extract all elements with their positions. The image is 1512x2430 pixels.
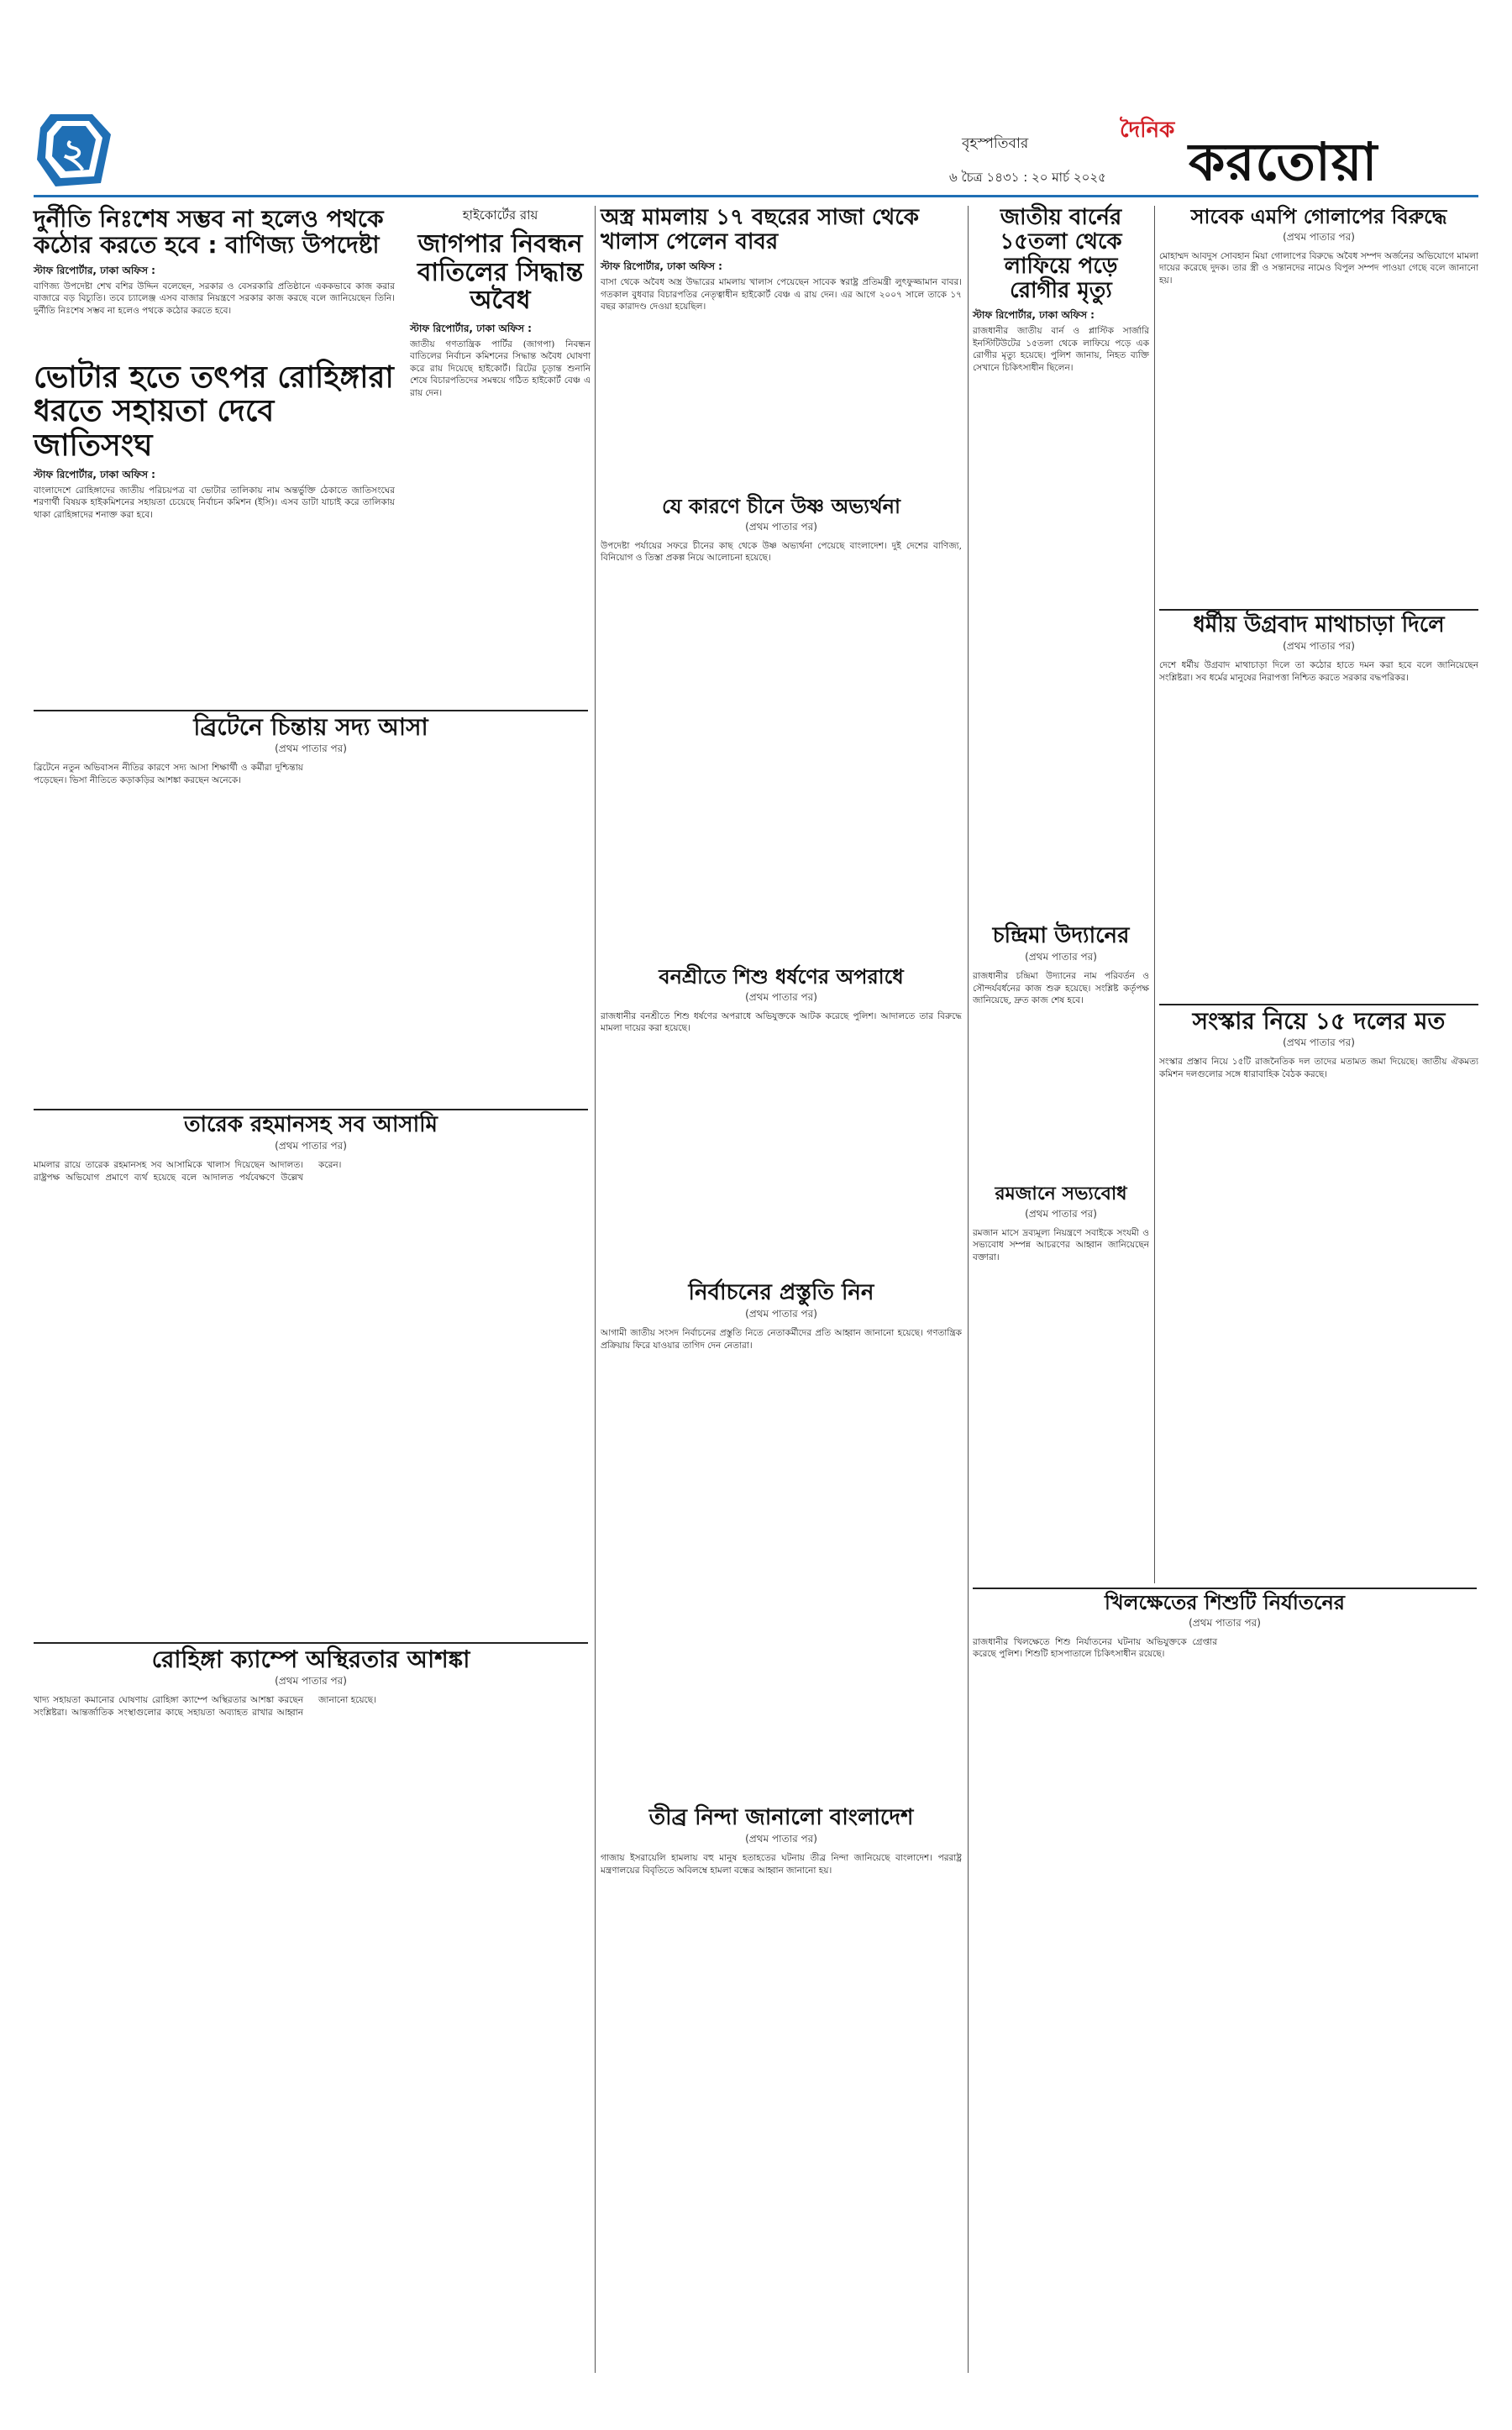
cont-condemn: (প্রথম পাতার পর) — [745, 1833, 817, 1845]
cont-golap: (প্রথম পাতার পর) — [1283, 230, 1355, 243]
paper-name: করতোয়া — [1189, 131, 1378, 192]
article-babar — [601, 206, 962, 461]
article-banijya — [34, 206, 395, 331]
cont-rohingya-camp: (প্রথম পাতার পর) — [275, 1675, 347, 1687]
cont-child-abuse: (প্রথম পাতার পর) — [1189, 1616, 1261, 1629]
headline-rohingya-camp: রোহিঙ্গা ক্যাম্পে অস্থিরতার আশঙ্কা — [151, 1645, 470, 1673]
body-babar: বাসা থেকে অবৈধ অস্ত্র উদ্ধারের মামলায় খালাস পেয়েছেন সাবেক স্বরাষ্ট্র প্রতিমন্ত্রী লুৎফুজ্জামান বাবর। গতকাল বুধবার বিচারপতির নেতৃত্বাধীন হাইকোর্ট বেঞ্চ এ রায় দেন। এর আগে ২০০৭ সালে তাকে ১৭ বছর কারাদণ্ড দেওয়া হয়েছিল। — [601, 277, 962, 312]
body-election: আগামী জাতীয় সংসদ নির্বাচনের প্রস্তুতি নিতে নেতাকর্মীদের প্রতি আহ্বান জানানো হয়েছে। গণতান্ত্রিক প্রক্রিয়ায় ফিরে যাওয়ার তাগিদ দেন নেতারা। — [601, 1328, 962, 1351]
body-china: উপদেষ্টা পর্যায়ের সফরে চীনের কাছ থেকে উষ্ণ অভ্যর্থনা পেয়েছে বাংলাদেশ। দুই দেশের বাণিজ্য, বিনিয়োগ ও তিস্তা প্রকল্প নিয়ে আলোচনা হয়েছে। — [601, 540, 962, 564]
rule-vertical — [968, 206, 969, 2373]
body-condemn: গাজায় ইসরায়েলি হামলায় বহু মানুষ হতাহতের ঘটনায় তীব্র নিন্দা জানিয়েছে বাংলাদেশ। পররাষ্ট্র মন্ত্রণালয়ের বিবৃতিতে অবিলম্বে হামলা বন্ধের আহ্বান জানানো হয়। — [601, 1853, 962, 1876]
body-child-abuse: রাজধানীর খিলক্ষেতে শিশু নির্যাতনের ঘটনায় অভিযুক্তকে গ্রেপ্তার করেছে পুলিশ। শিশুটি হাসপাতালে চিকিৎসাধীন রয়েছে। — [973, 1636, 1217, 1660]
masthead-date: ৬ চৈত্র ১৪৩১ : ২০ মার্চ ২০২৫ — [949, 170, 1106, 185]
rule — [34, 710, 588, 711]
headline-election: নির্বাচনের প্রস্তুতি নিন — [688, 1280, 874, 1305]
body-highcourt: জাতীয় গণতান্ত্রিক পার্টির (জাগপা) নিবন্ধন বাতিলের নির্বাচন কমিশনের সিদ্ধান্ত অবৈধ ঘোষণা করে রায় দিয়েছে হাইকোর্ট। রিটের চূড়ান্ত শুনানি শেষে বিচারপতিদের সমন্বয়ে গঠিত হাইকোর্ট বেঞ্চ এ রায় দেন। — [410, 339, 591, 398]
byline-highcourt: স্টাফ রিপোর্টার, ঢাকা অফিস : — [410, 322, 532, 334]
article-tarek — [34, 1113, 588, 1646]
body-ramadan: রমজান মাসে দ্রব্যমূল্য নিয়ন্ত্রণে সবাইকে সংযমী ও সভ্যবোধ সম্পন্ন আচরণের আহ্বান জানিয়েছেন বক্তারা। — [973, 1227, 1149, 1262]
body-tarek: মামলার রায়ে তারেক রহমানসহ সব আসামিকে খালাস দিয়েছেন আদালত। রাষ্ট্রপক্ষ অভিযোগ প্রমাণে ব্যর্থ হয়েছে বলে আদালত পর্যবেক্ষণে উল্লেখ করেন। — [34, 1160, 342, 1183]
body-rohingya-un: বাংলাদেশে রোহিঙ্গাদের জাতীয় পরিচয়পত্র বা ভোটার তালিকায় নাম অন্তর্ভুক্তি ঠেকাতে জাতিসংঘের শরণার্থী বিষয়ক হাইকমিশনের সহায়তা চেয়েছে নির্বাচন কমিশন (ইসি)। এসব ডাটা যাচাই করে তালিকায় থাকা রোহিঙ্গাদের শনাক্ত করা হবে। — [34, 485, 395, 520]
rule — [34, 1109, 588, 1110]
cont-chandrima: (প্রথম পাতার পর) — [1025, 951, 1097, 963]
body-chandrima: রাজধানীর চন্দ্রিমা উদ্যানের নাম পরিবর্তন ও সৌন্দর্যবর্ধনের কাজ শুরু হয়েছে। সংশ্লিষ্ট কর্তৃপক্ষ জানিয়েছে, দ্রুত কাজ শেষ হবে। — [973, 971, 1149, 1006]
cont-reform: (প্রথম পাতার পর) — [1283, 1037, 1355, 1049]
headline-china: যে কারণে চীনে উষ্ণ অভ্যর্থনা — [662, 495, 900, 518]
body-religious: দেশে ধর্মীয় উগ্রবাদ মাথাচাড়া দিলে তা কঠোর হাতে দমন করা হবে বলে জানিয়েছেন সংশ্লিষ্টরা। সব ধর্মের মানুষের নিরাপত্তা নিশ্চিত করতে সরকার বদ্ধপরিকর। — [1159, 660, 1478, 683]
body-banijya: বাণিজ্য উপদেষ্টা শেখ বশির উদ্দিন বলেছেন, সরকার ও বেসরকারি প্রতিষ্ঠানে এককভাবে কাজ করার বাজারে বড় বিচ্যুতি। তবে চ্যালেঞ্জ এসব বাজার নিয়ন্ত্রণে সরকার কাজ করছে বলে জানিয়েছেন তিনি। দুর্নীতি নিঃশেষ সম্ভব না হলেও পথকে কঠোর করতে হবে। — [34, 281, 395, 316]
body-banasree: রাজধানীর বনশ্রীতে শিশু ধর্ষণের অপরাধে অভিযুক্তকে আটক করেছে পুলিশ। আদালতে তার বিরুদ্ধে মামলা দায়ের করা হয়েছে। — [601, 1010, 962, 1034]
kicker-highcourt: হাইকোর্টের রায় — [462, 207, 538, 223]
paper-prefix: দৈনিক — [1120, 118, 1175, 143]
cont-china: (প্রথম পাতার পর) — [745, 520, 817, 533]
byline-rohingya-un: স্টাফ রিপোর্টার, ঢাকা অফিস : — [34, 468, 155, 480]
headline-child-abuse: খিলক্ষেতের শিশুটি নির্যাতনের — [1105, 1591, 1345, 1614]
byline-babar: স্টাফ রিপোর্টার, ঢাকা অফিস : — [601, 260, 722, 273]
headline-chandrima: চন্দ্রিমা উদ্যানের — [992, 923, 1130, 948]
rule — [973, 1588, 1477, 1589]
article-rohingya-camp — [34, 1646, 588, 2383]
cont-tarek: (প্রথম পাতার পর) — [275, 1140, 347, 1152]
body-britain: ব্রিটেনে নতুন অভিবাসন নীতির কারণে সদ্য আসা শিক্ষার্থী ও কর্মীরা দুশ্চিন্তায় পড়েছেন। ভিসা নীতিতে কড়াকড়ির আশঙ্কা করছেন অনেকে। — [34, 763, 303, 785]
article-child-abuse — [973, 1592, 1477, 2409]
rule-vertical — [595, 206, 596, 2373]
paper-logo — [1113, 111, 1474, 192]
cont-religious: (প্রথম পাতার পর) — [1283, 640, 1355, 653]
headline-rohingya-un: ভোটার হতে তৎপর রোহিঙ্গারা ধরতে সহায়তা দেবে জাতিসংঘ — [34, 360, 394, 463]
masthead-day: বৃহস্পতিবার — [962, 135, 1029, 152]
headline-babar: অস্ত্র মামলায় ১৭ বছরের সাজা থেকে খালাস পেলেন বাবর — [601, 205, 919, 255]
headline-golap: সাবেক এমপি গোলাপের বিরুদ্ধে — [1190, 205, 1447, 228]
article-highcourt — [410, 206, 591, 616]
byline-banijya: স্টাফ রিপোর্টার, ঢাকা অফিস : — [34, 264, 155, 276]
article-rohingya-un — [34, 361, 395, 619]
rule — [34, 1642, 588, 1644]
headline-banijya: দুর্নীতি নিঃশেষ সম্ভব না হলেও পথকে কঠোর করতে হবে : বাণিজ্য উপদেষ্টা — [34, 205, 384, 260]
page-number-badge — [34, 109, 114, 190]
article-chandrima — [973, 924, 1149, 1180]
rule — [1159, 609, 1478, 611]
article-religious — [1159, 613, 1478, 1012]
rule-vertical — [1154, 206, 1155, 1583]
byline-jatiya-burn: স্টাফ রিপোর্টার, ঢাকা অফিস : — [973, 309, 1095, 322]
headline-britain: ব্রিটেনে চিন্তায় সদ্য আসা — [193, 713, 428, 741]
article-china — [601, 496, 962, 977]
headline-ramadan: রমজানে সভ্যবোধ — [995, 1184, 1127, 1205]
headline-highcourt: জাগপার নিবন্ধন বাতিলের সিদ্ধান্ত অবৈধ — [417, 229, 584, 316]
article-britain — [34, 714, 588, 1123]
article-ramadan — [973, 1184, 1149, 1580]
headline-tarek: তারেক রহমানসহ সব আসামি — [184, 1112, 438, 1137]
headline-religious: ধর্মীয় উগ্রবাদ মাথাচাড়া দিলে — [1193, 612, 1445, 638]
article-condemn — [601, 1806, 962, 2390]
body-reform: সংস্কার প্রস্তাব নিয়ে ১৫টি রাজনৈতিক দল তাদের মতামত জমা দিয়েছে। জাতীয় ঐকমত্য কমিশন দলগুলোর সঙ্গে ধারাবাহিক বৈঠক করছে। — [1159, 1057, 1478, 1079]
masthead-underline — [34, 195, 1478, 197]
cont-britain: (প্রথম পাতার পর) — [275, 743, 347, 755]
headline-jatiya-burn: জাতীয় বার্নের ১৫তলা থেকে লাফিয়ে পড়ে রোগীর মৃত্যু — [1000, 205, 1122, 304]
article-golap — [1159, 206, 1478, 595]
headline-condemn: তীব্র নিন্দা জানালো বাংলাদেশ — [648, 1805, 914, 1830]
article-election — [601, 1281, 962, 1798]
body-jatiya-burn: রাজধানীর জাতীয় বার্ন ও প্লাস্টিক সার্জারি ইনস্টিটিউটের ১৫তলা থেকে লাফিয়ে পড়ে এক রোগীর মৃত্যু হয়েছে। পুলিশ জানায়, নিহত ব্যক্তি সেখানে চিকিৎসাধীন ছিলেন। — [973, 326, 1149, 373]
body-golap: মোহাম্মদ আবদুস সোবহান মিয়া গোলাপের বিরুদ্ধে অবৈধ সম্পদ অর্জনের অভিযোগে মামলা দায়ের করেছে দুদক। তার স্ত্রী ও সন্তানদের নামেও বিপুল সম্পদ পাওয়া গেছে বলে জানানো হয়। — [1159, 250, 1478, 286]
cont-ramadan: (প্রথম পাতার পর) — [1025, 1207, 1097, 1220]
rule — [1159, 1004, 1478, 1005]
headline-reform: সংস্কার নিয়ে ১৫ দলের মত — [1192, 1007, 1446, 1035]
cont-banasree: (প্রথম পাতার পর) — [745, 990, 817, 1003]
article-reform — [1159, 1008, 1478, 1476]
article-banasree — [601, 966, 962, 1288]
page-number: ২ — [61, 130, 87, 176]
cont-election: (প্রথম পাতার পর) — [745, 1308, 817, 1320]
headline-banasree: বনশ্রীতে শিশু ধর্ষণের অপরাধে — [659, 965, 904, 989]
body-rohingya-camp: খাদ্য সহায়তা কমানোর ঘোষণায় রোহিঙ্গা ক্যাম্পে অস্থিরতার আশঙ্কা করছেন সংশ্লিষ্টরা। আন্তর্জাতিক সংস্থাগুলোর কাছে সহায়তা অব্যাহত রাখার আহ্বান জানানো হয়েছে। — [34, 1695, 376, 1718]
article-jatiya-burn — [973, 206, 1149, 762]
